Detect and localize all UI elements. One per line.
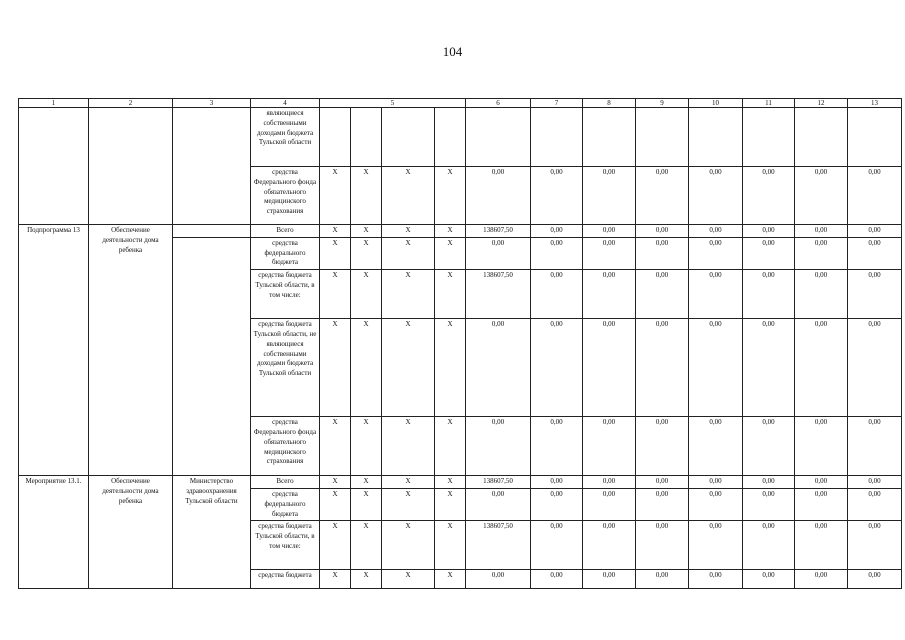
value-cell: 0,00 xyxy=(636,270,689,319)
x-mark: X xyxy=(320,270,351,319)
x-mark: X xyxy=(320,521,351,570)
x-mark: X xyxy=(382,488,435,520)
value-cell: 0,00 xyxy=(848,488,902,520)
empty-cell xyxy=(466,108,531,167)
empty-cell xyxy=(173,237,251,475)
value-cell: 0,00 xyxy=(636,521,689,570)
header-cell: 11 xyxy=(743,99,795,108)
source-cell: средства Федерального фонда обязательного медицинского страхования xyxy=(251,417,320,476)
value-cell: 0,00 xyxy=(531,225,583,238)
value-cell: 0,00 xyxy=(743,167,795,225)
value-cell: 0,00 xyxy=(466,167,531,225)
source-cell: средства федерального бюджета xyxy=(251,237,320,269)
table-row xyxy=(19,225,902,238)
header-cell: 8 xyxy=(583,99,636,108)
source-cell: Всего xyxy=(251,225,320,238)
source-cell: средства бюджета Тульской области, в том числе: xyxy=(251,521,320,570)
header-cell: 10 xyxy=(689,99,743,108)
table-row xyxy=(19,108,902,167)
code-cell xyxy=(19,108,89,225)
value-cell: 0,00 xyxy=(636,237,689,269)
value-cell: 0,00 xyxy=(689,167,743,225)
empty-cell xyxy=(636,108,689,167)
x-mark: X xyxy=(382,167,435,225)
value-cell: 0,00 xyxy=(795,237,848,269)
value-cell: 0,00 xyxy=(689,225,743,238)
empty-cell xyxy=(320,108,351,167)
value-cell: 0,00 xyxy=(689,476,743,489)
x-mark: X xyxy=(435,570,466,589)
value-cell: 0,00 xyxy=(689,417,743,476)
value-cell: 138607,50 xyxy=(466,476,531,489)
value-cell: 0,00 xyxy=(689,319,743,417)
empty-cell xyxy=(382,108,435,167)
x-mark: X xyxy=(382,319,435,417)
value-cell: 0,00 xyxy=(583,237,636,269)
value-cell: 0,00 xyxy=(636,225,689,238)
value-cell: 0,00 xyxy=(466,570,531,589)
value-cell: 0,00 xyxy=(743,521,795,570)
executor-cell xyxy=(173,108,251,225)
x-mark: X xyxy=(382,570,435,589)
value-cell: 0,00 xyxy=(583,319,636,417)
empty-cell xyxy=(435,108,466,167)
value-cell: 0,00 xyxy=(636,570,689,589)
x-mark: X xyxy=(351,319,382,417)
program-code: Подпрограмма 13 xyxy=(19,225,89,476)
value-cell: 0,00 xyxy=(531,521,583,570)
value-cell: 0,00 xyxy=(689,488,743,520)
x-mark: X xyxy=(435,270,466,319)
value-cell: 0,00 xyxy=(531,319,583,417)
value-cell: 0,00 xyxy=(466,488,531,520)
name-cell xyxy=(89,108,173,225)
value-cell: 0,00 xyxy=(583,521,636,570)
header-cell: 4 xyxy=(251,99,320,108)
header-cell: 13 xyxy=(848,99,902,108)
value-cell: 0,00 xyxy=(743,570,795,589)
value-cell: 0,00 xyxy=(636,167,689,225)
x-mark: X xyxy=(351,417,382,476)
x-mark: X xyxy=(351,270,382,319)
x-mark: X xyxy=(351,521,382,570)
source-cell: средства федерального бюджета xyxy=(251,488,320,520)
value-cell: 0,00 xyxy=(848,570,902,589)
x-mark: X xyxy=(320,476,351,489)
value-cell: 0,00 xyxy=(848,417,902,476)
x-mark: X xyxy=(320,319,351,417)
x-mark: X xyxy=(351,570,382,589)
source-cell: средства бюджета Тульской области, в том числе: xyxy=(251,270,320,319)
value-cell: 0,00 xyxy=(743,488,795,520)
empty-cell xyxy=(848,108,902,167)
x-mark: X xyxy=(320,225,351,238)
empty-cell xyxy=(795,108,848,167)
empty-cell xyxy=(743,108,795,167)
value-cell: 0,00 xyxy=(795,570,848,589)
x-mark: X xyxy=(320,167,351,225)
value-cell: 0,00 xyxy=(795,225,848,238)
x-mark: X xyxy=(351,237,382,269)
value-cell: 0,00 xyxy=(743,417,795,476)
x-mark: X xyxy=(435,488,466,520)
value-cell: 0,00 xyxy=(743,270,795,319)
value-cell: 0,00 xyxy=(583,167,636,225)
x-mark: X xyxy=(382,225,435,238)
x-mark: X xyxy=(435,167,466,225)
x-mark: X xyxy=(320,417,351,476)
value-cell: 0,00 xyxy=(636,319,689,417)
value-cell: 0,00 xyxy=(636,417,689,476)
value-cell: 0,00 xyxy=(795,270,848,319)
value-cell: 0,00 xyxy=(848,225,902,238)
value-cell: 0,00 xyxy=(531,570,583,589)
x-mark: X xyxy=(382,270,435,319)
header-cell: 3 xyxy=(173,99,251,108)
value-cell: 0,00 xyxy=(531,476,583,489)
empty-cell xyxy=(689,108,743,167)
x-mark: X xyxy=(351,488,382,520)
header-cell: 9 xyxy=(636,99,689,108)
value-cell: 0,00 xyxy=(743,319,795,417)
value-cell: 0,00 xyxy=(743,225,795,238)
empty-cell xyxy=(351,108,382,167)
value-cell: 0,00 xyxy=(466,237,531,269)
value-cell: 0,00 xyxy=(848,476,902,489)
value-cell: 0,00 xyxy=(795,476,848,489)
value-cell: 0,00 xyxy=(795,488,848,520)
value-cell: 0,00 xyxy=(466,417,531,476)
source-cell: Всего xyxy=(251,476,320,489)
x-mark: X xyxy=(351,476,382,489)
x-mark: X xyxy=(382,521,435,570)
value-cell: 0,00 xyxy=(636,488,689,520)
value-cell: 0,00 xyxy=(583,476,636,489)
x-mark: X xyxy=(435,319,466,417)
value-cell: 0,00 xyxy=(583,270,636,319)
x-mark: X xyxy=(435,476,466,489)
header-cell: 12 xyxy=(795,99,848,108)
measure-executor: Министерство здравоохранения Тульской области xyxy=(173,476,251,589)
value-cell: 0,00 xyxy=(531,167,583,225)
value-cell: 0,00 xyxy=(466,319,531,417)
page-number: 104 xyxy=(442,44,463,59)
value-cell: 0,00 xyxy=(583,225,636,238)
header-cell: 2 xyxy=(89,99,173,108)
x-mark: X xyxy=(435,417,466,476)
value-cell: 0,00 xyxy=(795,319,848,417)
budget-table xyxy=(18,98,902,589)
value-cell: 0,00 xyxy=(848,521,902,570)
value-cell: 0,00 xyxy=(583,488,636,520)
value-cell: 0,00 xyxy=(689,237,743,269)
measure-code: Мероприятие 13.1. xyxy=(19,476,89,589)
value-cell: 0,00 xyxy=(583,417,636,476)
value-cell: 0,00 xyxy=(583,570,636,589)
value-cell: 138607,50 xyxy=(466,270,531,319)
x-mark: X xyxy=(382,476,435,489)
empty-cell xyxy=(583,108,636,167)
value-cell: 0,00 xyxy=(848,270,902,319)
value-cell: 0,00 xyxy=(848,237,902,269)
x-mark: X xyxy=(320,570,351,589)
program-name: Обеспечение деятельности дома ребенка xyxy=(89,225,173,476)
table-row xyxy=(19,476,902,489)
header-cell: 5 xyxy=(320,99,466,108)
x-mark: X xyxy=(435,237,466,269)
header-cell: 1 xyxy=(19,99,89,108)
x-mark: X xyxy=(320,237,351,269)
value-cell: 0,00 xyxy=(848,319,902,417)
value-cell: 0,00 xyxy=(848,167,902,225)
value-cell: 0,00 xyxy=(531,237,583,269)
measure-name: Обеспечение деятельности дома ребенка xyxy=(89,476,173,589)
x-mark: X xyxy=(435,521,466,570)
program-executor xyxy=(173,225,251,238)
value-cell: 0,00 xyxy=(689,570,743,589)
value-cell: 0,00 xyxy=(531,270,583,319)
value-cell: 138607,50 xyxy=(466,521,531,570)
source-cell: средства бюджета Тульской области, не являющиеся собственными доходами бюджета Тульской области xyxy=(251,319,320,417)
header-cell: 6 xyxy=(466,99,531,108)
value-cell: 0,00 xyxy=(795,167,848,225)
empty-cell xyxy=(531,108,583,167)
value-cell: 0,00 xyxy=(531,417,583,476)
value-cell: 0,00 xyxy=(636,476,689,489)
value-cell: 0,00 xyxy=(795,521,848,570)
header-cell: 7 xyxy=(531,99,583,108)
x-mark: X xyxy=(382,237,435,269)
value-cell: 0,00 xyxy=(689,270,743,319)
x-mark: X xyxy=(382,417,435,476)
x-mark: X xyxy=(351,167,382,225)
source-cell: средства бюджета xyxy=(251,570,320,589)
value-cell: 138607,50 xyxy=(466,225,531,238)
value-cell: 0,00 xyxy=(743,476,795,489)
value-cell: 0,00 xyxy=(795,417,848,476)
source-cell: средства Федерального фонда обязательного медицинского страхования xyxy=(251,167,320,225)
source-cell: являющиеся собственными доходами бюджета Тульской области xyxy=(251,108,320,167)
x-mark: X xyxy=(435,225,466,238)
value-cell: 0,00 xyxy=(743,237,795,269)
x-mark: X xyxy=(351,225,382,238)
value-cell: 0,00 xyxy=(689,521,743,570)
value-cell: 0,00 xyxy=(531,488,583,520)
x-mark: X xyxy=(320,488,351,520)
header-row xyxy=(19,99,902,108)
